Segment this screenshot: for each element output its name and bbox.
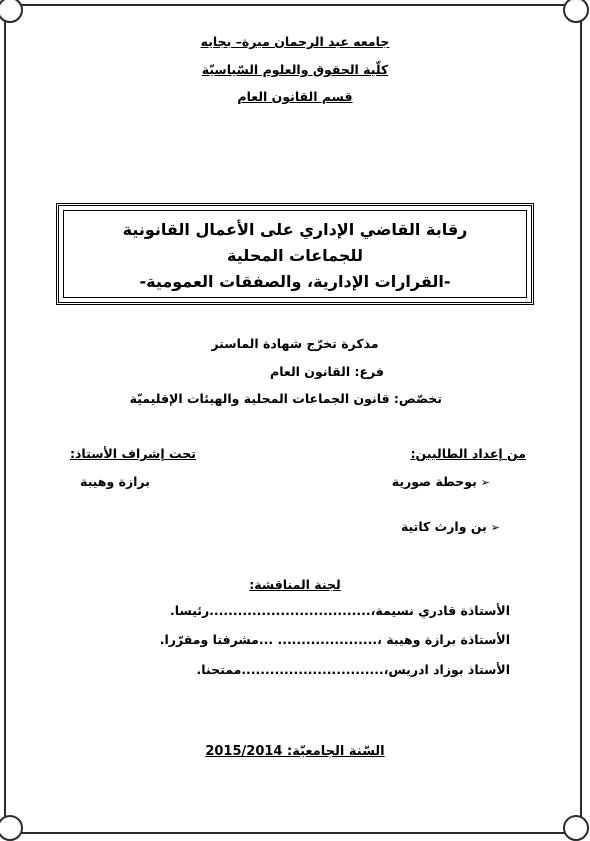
- student-name: بوحطة صورية: [391, 474, 477, 489]
- thesis-type: مذكرة تخرّج شهادة الماستر: [211, 336, 379, 351]
- supervisor-label: تحت إشراف الأستاذ:: [70, 446, 196, 461]
- corner-ornament: [0, 815, 23, 841]
- student-name-2: [401, 519, 500, 534]
- arrowhead-bullet-icon: ➢: [490, 521, 500, 534]
- university-name: جامعه عبد الرحمان ميرة– بجايه: [200, 34, 390, 49]
- corner-ornament: [563, 815, 589, 841]
- academic-year: السّنة الجامعيّة: 2015/2014: [205, 744, 385, 759]
- student-name-1: [392, 474, 490, 489]
- page-border: [4, 4, 582, 834]
- jury-member-3: الأستاذ بوزاد ادريس،..............................ممتحنا.: [196, 662, 510, 677]
- faculty-name: كلّية الحقوق والعلوم السّياسيّة: [201, 62, 389, 77]
- thesis-branch: فرع: القانون العام: [270, 364, 384, 379]
- thesis-title-line-2: للجماعات المحلية: [227, 246, 363, 265]
- thesis-title-line-3: -القرارات الإدارية، والصفقات العمومية-: [139, 272, 451, 291]
- supervisor-name: برازة وهيبة: [80, 474, 150, 489]
- department-name: قسم القانون العام: [237, 89, 353, 104]
- student-name: بن وارث كاتية: [400, 519, 487, 534]
- thesis-specialty: تخصّص: قانون الجماعات المحلية والهيئات الإقليميّة: [129, 391, 442, 406]
- thesis-title-box: [56, 203, 534, 305]
- jury-label: لجنة المناقشة:: [249, 577, 341, 592]
- corner-ornament: [563, 0, 589, 23]
- jury-member-1: الأستاذة قادري نسيمة،..................................رئيسا.: [170, 603, 510, 618]
- thesis-title-line-1: رقابة القاضي الإداري على الأعمال القانونية: [122, 220, 468, 239]
- students-label: من إعداد الطالبين:: [410, 446, 526, 461]
- corner-ornament: [0, 0, 23, 23]
- arrowhead-bullet-icon: ➢: [480, 476, 490, 489]
- jury-member-2: الأستاذة برازة وهيبة ،..................... ...مشرفتا ومقرّرا.: [159, 632, 510, 647]
